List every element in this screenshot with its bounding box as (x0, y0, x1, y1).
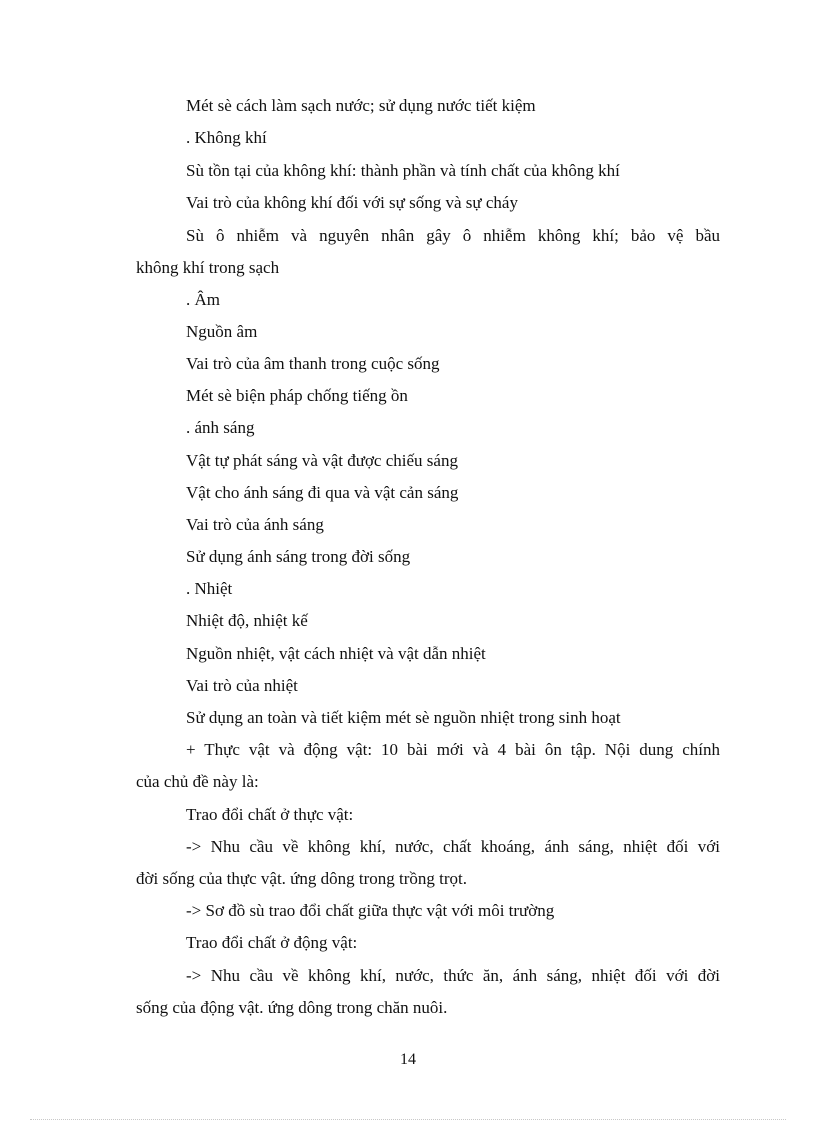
text-line: Trao đổi chất ở thực vật: (186, 805, 354, 824)
text-line: Nguồn âm (186, 322, 258, 341)
text-line: Vai trò của âm thanh trong cuộc sống (186, 354, 440, 373)
text-line: Mét sè biện pháp chống tiếng ồn (186, 386, 408, 405)
text-line: -> Sơ đồ sù trao đổi chất giữa thực vật với môi trường (186, 901, 555, 920)
text-line: -> Nhu cầu về không khí, nước, thức ăn, ánh sáng, nhiệt đối với đời (186, 966, 720, 985)
text-line: Vai trò của không khí đối với sự sống và sự cháy (186, 193, 518, 212)
text-line: Sử dụng an toàn và tiết kiệm mét sè nguồn nhiệt trong sinh hoạt (186, 708, 621, 727)
text-line: Nhiệt độ, nhiệt kế (186, 611, 308, 630)
section-heading-khong-khi: . Không khí (186, 128, 267, 147)
text-line: -> Nhu cầu về không khí, nước, chất khoáng, ánh sáng, nhiệt đối với (186, 837, 720, 856)
text-line: đời sống của thực vật. ứng dông trong trồng trọt. (136, 869, 468, 888)
text-line: Vật cho ánh sáng đi qua và vật cản sáng (186, 483, 459, 502)
text-line: + Thực vật và động vật: 10 bài mới và 4 bài ôn tập. Nội dung chính (186, 740, 720, 759)
text-line: Vật tự phát sáng và vật được chiếu sáng (186, 451, 458, 470)
text-line: không khí trong sạch (136, 258, 280, 277)
page-edge-divider (30, 1119, 786, 1120)
text-line: Sù ô nhiễm và nguyên nhân gây ô nhiễm không khí; bảo vệ bầu (186, 226, 720, 245)
section-heading-am: . Âm (186, 290, 220, 309)
text-line: Trao đổi chất ở động vật: (186, 933, 358, 952)
text-line: Vai trò của ánh sáng (186, 515, 324, 534)
text-line: Vai trò của nhiệt (186, 676, 298, 695)
text-line: sống của động vật. ứng dông trong chăn nuôi. (136, 998, 448, 1017)
text-line: của chủ đề này là: (136, 772, 259, 791)
section-heading-nhiet: . Nhiệt (186, 579, 233, 598)
page-number: 14 (400, 1051, 416, 1068)
text-line: Sử dụng ánh sáng trong đời sống (186, 547, 411, 566)
text-line: Sù tồn tại của không khí: thành phần và tính chất của không khí (186, 161, 620, 180)
text-line: Mét sè cách làm sạch nước; sử dụng nước tiết kiệm (186, 96, 536, 115)
text-line: Nguồn nhiệt, vật cách nhiệt và vật dẫn nhiệt (186, 644, 486, 663)
section-heading-anh-sang: . ánh sáng (186, 418, 255, 437)
